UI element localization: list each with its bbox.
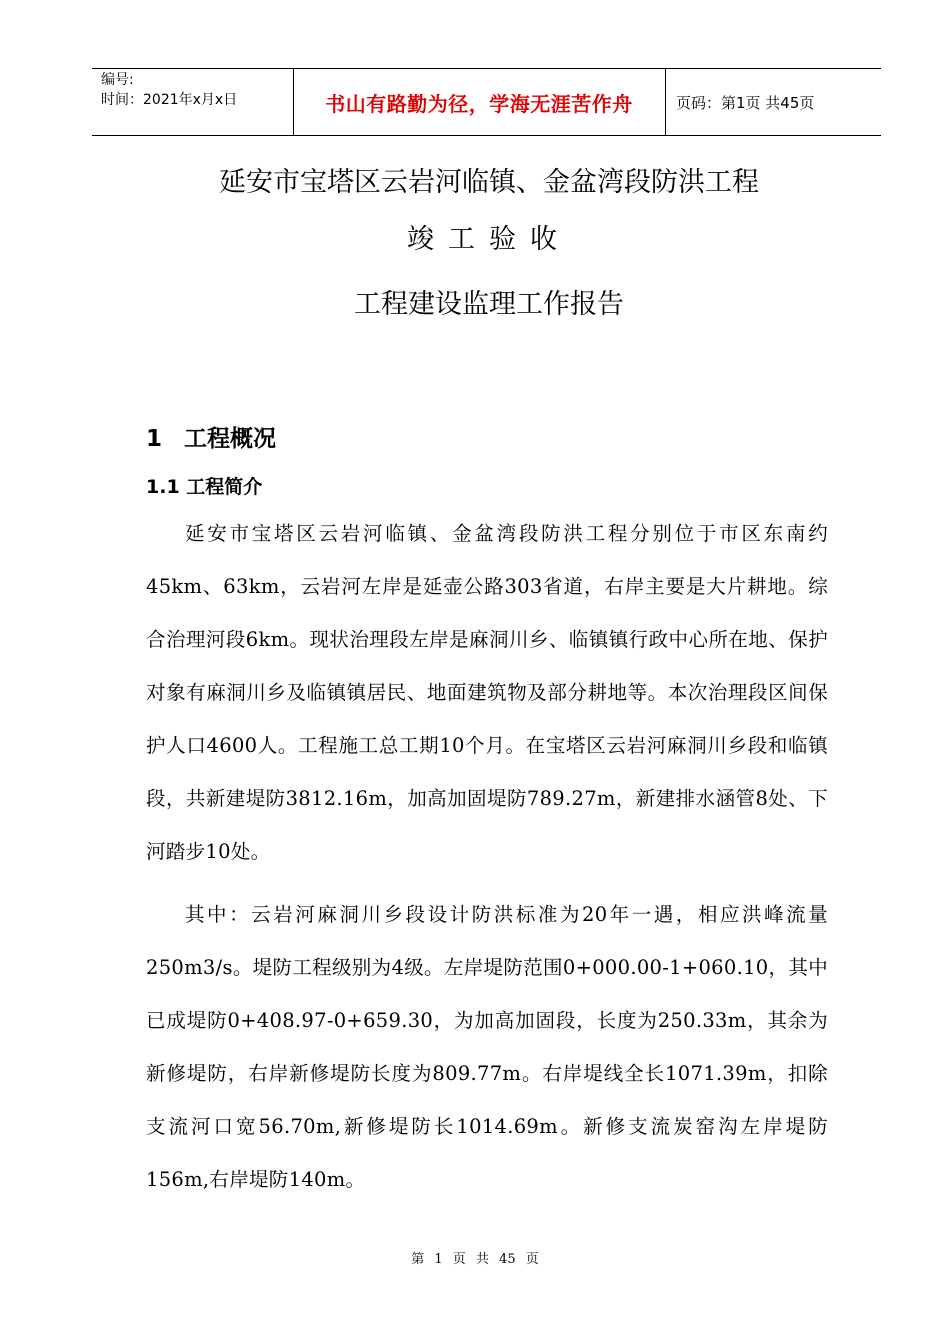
document-title-line1: 延安市宝塔区云岩河临镇、金盆湾段防洪工程 [219,167,759,198]
document-title-line2: 竣工验收 [407,224,571,255]
paragraph-details: 其中：云岩河麻洞川乡段设计防洪标准为20年一遇，相应洪峰流量250m3/s。堤防工程级别为4级。左岸堤防范围0+000.00-1+060.10，其中已成堤防0+408.97-0+659.30，为加高加固段，长度为250.33m，其余为新修堤防，右岸新修堤防长度为809.77m。右岸堤线全长1071.39m，扣除支流河口宽56.70m,新修堤防长1014.69m。新修支流炭窑沟左岸堤防156m,右岸堤防140m。 [146,903,828,1191]
header-date-label: 时间：2021年x月x日 [101,92,238,108]
section-1-1-heading: 1.1 工程简介 [146,476,263,498]
section-1-title: 工程概况 [184,426,276,452]
header-page-label: 页码：第1页 共45页 [676,94,815,112]
header-motto: 书山有路勤为径，学海无涯苦作舟 [325,92,633,116]
document-title-line3: 工程建设监理工作报告 [354,289,624,320]
header-bottom-rule [92,135,881,136]
footer-page-number: 第 1 页 共 45 页 [411,1252,539,1267]
header-top-rule [92,68,881,69]
section-1-heading [146,420,276,453]
header-number-label: 编号: [101,72,134,88]
header-divider-right [665,68,666,136]
paragraph-intro: 延安市宝塔区云岩河临镇、金盆湾段防洪工程分别位于市区东南约45km、63km，云岩河左岸是延壶公路303省道，右岸主要是大片耕地。综合治理河段6km。现状治理段左岸是麻洞川乡、临镇镇行政中心所在地、保护对象有麻洞川乡及临镇镇居民、地面建筑物及部分耕地等。本次治理段区间保护人口4600人。工程施工总工期10个月。在宝塔区云岩河麻洞川乡段和临镇段，共新建堤防3812.16m，加高加固堤防789.27m，新建排水涵管8处、下河踏步10处。 [146,522,828,863]
section-1-number: 1 [146,426,163,452]
